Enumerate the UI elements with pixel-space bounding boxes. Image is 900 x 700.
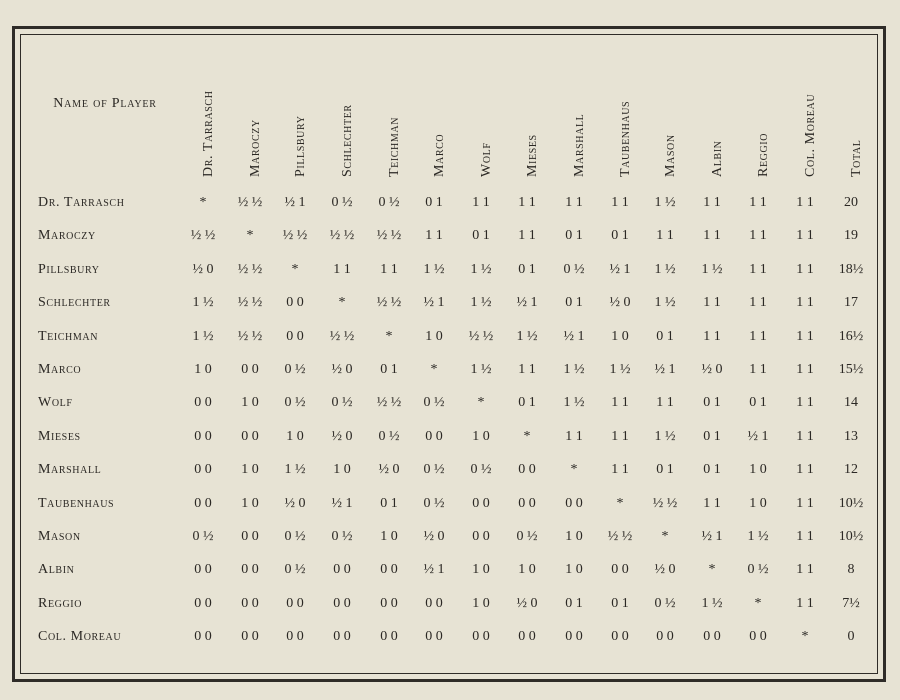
score-cell: 1 1 xyxy=(703,495,721,511)
column-header-label: Taubenhaus xyxy=(618,100,633,177)
column-header xyxy=(609,70,631,185)
score-cell: 1 1 xyxy=(796,395,814,411)
total-cell: 20 xyxy=(844,195,858,210)
score-cell: 1 ½ xyxy=(654,261,676,277)
score-cell: 1 ½ xyxy=(470,295,492,311)
score-cell: 1 0 xyxy=(286,428,304,444)
score-cell: 0 0 xyxy=(241,529,259,544)
score-cell: 1 1 xyxy=(796,195,814,210)
score-cell: ½ ½ xyxy=(376,295,402,311)
score-cell: 1 1 xyxy=(472,195,490,210)
score-cell: ½ 0 xyxy=(331,362,353,377)
score-cell: 0 0 xyxy=(241,595,259,611)
score-cell: 0 ½ xyxy=(284,395,306,411)
score-cell: 0 ½ xyxy=(284,362,306,377)
score-cell: 1 1 xyxy=(611,428,629,444)
score-cell: 1 1 xyxy=(796,462,814,478)
score-cell: * xyxy=(385,328,393,344)
score-cell: 1 ½ xyxy=(470,362,492,377)
score-cell: * xyxy=(430,362,438,377)
score-cell: ½ 0 xyxy=(192,261,214,277)
score-cell: 1 0 xyxy=(241,495,259,511)
total-cell: 0 xyxy=(847,629,855,645)
score-cell: 0 1 xyxy=(656,328,674,344)
score-cell: 0 0 xyxy=(286,295,304,311)
column-header xyxy=(654,70,676,185)
total-cell: 17 xyxy=(844,295,858,311)
score-cell: 0 ½ xyxy=(284,562,306,578)
score-cell: 1 1 xyxy=(425,228,443,244)
score-cell: 1 1 xyxy=(656,228,674,244)
score-cell: 1 1 xyxy=(611,462,629,478)
score-cell: 0 0 xyxy=(286,328,304,344)
score-cell: 1 1 xyxy=(333,261,351,277)
score-cell: 1 1 xyxy=(518,195,536,210)
column-header-label: Mieses xyxy=(525,134,540,177)
score-cell: 1 1 xyxy=(380,261,398,277)
score-cell: 1 ½ xyxy=(470,261,492,277)
score-cell: 1 ½ xyxy=(654,195,676,210)
score-cell: ½ ½ xyxy=(237,328,263,344)
score-cell: ½ ½ xyxy=(237,261,263,277)
column-header-label: Teichman xyxy=(387,116,402,177)
score-cell: ½ ½ xyxy=(607,529,633,544)
score-cell: ½ 0 xyxy=(423,529,445,544)
score-cell: ½ 1 xyxy=(609,261,631,277)
player-name: Dr. Tarrasch xyxy=(38,195,125,210)
column-header xyxy=(423,70,445,185)
score-cell: 0 1 xyxy=(425,195,443,210)
column-header xyxy=(701,70,723,185)
score-cell: 1 ½ xyxy=(192,295,214,311)
score-cell: ½ 1 xyxy=(284,195,306,210)
score-cell: ½ ½ xyxy=(329,228,355,244)
player-name: Reggio xyxy=(38,595,83,611)
total-cell: 8 xyxy=(847,562,855,578)
score-cell: 0 0 xyxy=(518,462,536,478)
player-name: Mieses xyxy=(38,428,81,444)
score-cell: 1 1 xyxy=(749,362,767,377)
score-cell: 0 0 xyxy=(286,595,304,611)
score-cell: 0 ½ xyxy=(654,595,676,611)
score-cell: 0 0 xyxy=(241,629,259,645)
column-header-label: Marshall xyxy=(572,113,587,177)
column-header-label: Mason xyxy=(663,134,678,177)
score-cell: 0 0 xyxy=(194,595,212,611)
total-cell: 13 xyxy=(844,428,858,444)
score-cell: ½ 1 xyxy=(654,362,676,377)
score-cell: ½ 0 xyxy=(516,595,538,611)
column-header xyxy=(563,70,585,185)
player-name: Pillsbury xyxy=(38,261,100,277)
column-header-label: Reggio xyxy=(756,132,771,177)
score-cell: 0 ½ xyxy=(747,562,769,578)
column-header xyxy=(192,70,214,185)
score-cell: 1 1 xyxy=(703,328,721,344)
score-cell: ½ 0 xyxy=(654,562,676,578)
score-cell: 0 ½ xyxy=(192,529,214,544)
score-cell: 1 1 xyxy=(796,428,814,444)
score-cell: 0 1 xyxy=(656,462,674,478)
score-cell: * xyxy=(661,529,669,544)
score-cell: 0 1 xyxy=(611,228,629,244)
score-cell: 1 1 xyxy=(796,261,814,277)
column-header xyxy=(747,70,769,185)
score-cell: 1 0 xyxy=(611,328,629,344)
score-cell: 0 0 xyxy=(194,462,212,478)
score-cell: * xyxy=(246,228,254,244)
player-name: Col. Moreau xyxy=(38,629,122,645)
column-header xyxy=(516,70,538,185)
column-header xyxy=(378,70,400,185)
score-cell: 1 1 xyxy=(749,195,767,210)
score-cell: * xyxy=(291,261,299,277)
score-cell: 0 0 xyxy=(749,629,767,645)
score-cell: 0 1 xyxy=(611,595,629,611)
score-cell: 0 0 xyxy=(241,362,259,377)
score-cell: ½ ½ xyxy=(237,195,263,210)
score-cell: 1 1 xyxy=(796,495,814,511)
column-header xyxy=(840,70,862,185)
score-cell: * xyxy=(338,295,346,311)
score-cell: 0 ½ xyxy=(423,495,445,511)
score-cell: 0 1 xyxy=(703,428,721,444)
score-cell: 1 1 xyxy=(749,328,767,344)
score-cell: 1 1 xyxy=(565,195,583,210)
score-cell: 0 1 xyxy=(472,228,490,244)
score-cell: 1 1 xyxy=(796,328,814,344)
total-cell: 10½ xyxy=(838,529,864,544)
column-header-label: Schlechter xyxy=(340,104,355,177)
score-cell: 1 0 xyxy=(749,495,767,511)
score-cell: 0 ½ xyxy=(331,195,353,210)
player-name: Albin xyxy=(38,562,75,578)
score-cell: 0 1 xyxy=(565,295,583,311)
score-cell: ½ ½ xyxy=(190,228,216,244)
score-cell: 1 1 xyxy=(796,562,814,578)
score-cell: 1 ½ xyxy=(654,295,676,311)
score-cell: 1 0 xyxy=(241,395,259,411)
player-name: Marshall xyxy=(38,462,102,478)
score-cell: 1 0 xyxy=(518,562,536,578)
score-cell: 1 1 xyxy=(565,428,583,444)
score-cell: 1 1 xyxy=(749,261,767,277)
score-cell: 0 0 xyxy=(611,629,629,645)
score-cell: 1 0 xyxy=(380,529,398,544)
score-cell: 1 1 xyxy=(796,295,814,311)
score-cell: 1 0 xyxy=(472,562,490,578)
score-cell: 1 1 xyxy=(796,595,814,611)
score-cell: 1 0 xyxy=(565,529,583,544)
score-cell: 0 1 xyxy=(518,261,536,277)
total-cell: 16½ xyxy=(838,328,864,344)
score-cell: 1 1 xyxy=(611,195,629,210)
score-cell: 0 0 xyxy=(380,629,398,645)
score-cell: 0 0 xyxy=(380,562,398,578)
total-cell: 15½ xyxy=(838,362,864,377)
player-name: Teichman xyxy=(38,328,99,344)
score-cell: 0 0 xyxy=(241,562,259,578)
score-cell: ½ 1 xyxy=(701,529,723,544)
column-header xyxy=(794,70,816,185)
score-cell: 0 0 xyxy=(194,562,212,578)
score-cell: 0 0 xyxy=(472,629,490,645)
score-cell: 0 ½ xyxy=(516,529,538,544)
score-cell: 1 1 xyxy=(796,529,814,544)
score-cell: 1 ½ xyxy=(423,261,445,277)
score-cell: * xyxy=(477,395,485,411)
total-cell: 10½ xyxy=(838,495,864,511)
score-cell: 1 ½ xyxy=(563,395,585,411)
column-header xyxy=(239,70,261,185)
name-of-player-header: Name of Player xyxy=(53,96,157,111)
score-cell: 0 0 xyxy=(656,629,674,645)
score-cell: ½ 1 xyxy=(747,428,769,444)
score-cell: * xyxy=(754,595,762,611)
score-cell: 0 1 xyxy=(518,395,536,411)
player-name: Wolf xyxy=(38,395,73,411)
score-cell: 1 ½ xyxy=(701,595,723,611)
score-cell: 0 0 xyxy=(194,395,212,411)
score-cell: 0 0 xyxy=(703,629,721,645)
score-cell: 0 0 xyxy=(333,595,351,611)
score-cell: 0 0 xyxy=(472,495,490,511)
score-cell: 0 1 xyxy=(380,362,398,377)
score-cell: 0 ½ xyxy=(563,261,585,277)
score-cell: 0 1 xyxy=(703,395,721,411)
score-cell: 1 0 xyxy=(333,462,351,478)
score-cell: 0 ½ xyxy=(470,462,492,478)
score-cell: * xyxy=(801,629,809,645)
column-header-label: Wolf xyxy=(479,142,494,177)
score-cell: 1 1 xyxy=(749,295,767,311)
score-cell: * xyxy=(570,462,578,478)
score-cell: 0 0 xyxy=(333,629,351,645)
score-cell: * xyxy=(523,428,531,444)
score-cell: 1 1 xyxy=(611,395,629,411)
score-cell: ½ 0 xyxy=(701,362,723,377)
column-header-label: Maroczy xyxy=(248,119,263,177)
column-header xyxy=(470,70,492,185)
score-cell: 1 ½ xyxy=(609,362,631,377)
score-cell: 0 0 xyxy=(518,495,536,511)
score-cell: 0 1 xyxy=(749,395,767,411)
score-cell: 1 ½ xyxy=(192,328,214,344)
column-header-label: Albin xyxy=(710,140,725,177)
score-cell: 1 1 xyxy=(703,195,721,210)
column-header xyxy=(331,70,353,185)
column-header-label: Marco xyxy=(432,133,447,177)
player-name: Marco xyxy=(38,362,82,377)
score-cell: 0 0 xyxy=(425,629,443,645)
score-cell: 0 1 xyxy=(380,495,398,511)
total-cell: 12 xyxy=(844,462,858,478)
score-cell: * xyxy=(616,495,624,511)
score-cell: ½ ½ xyxy=(237,295,263,311)
score-cell: 0 0 xyxy=(194,428,212,444)
score-cell: ½ ½ xyxy=(282,228,308,244)
score-cell: 0 ½ xyxy=(331,395,353,411)
score-cell: 0 0 xyxy=(565,629,583,645)
score-cell: 1 1 xyxy=(518,362,536,377)
score-cell: 0 0 xyxy=(194,629,212,645)
score-cell: 0 0 xyxy=(518,629,536,645)
column-header-label: Col. Moreau xyxy=(803,93,818,177)
score-cell: 1 1 xyxy=(703,295,721,311)
score-cell: 1 ½ xyxy=(516,328,538,344)
score-cell: 0 0 xyxy=(380,595,398,611)
score-cell: 1 1 xyxy=(703,228,721,244)
score-cell: ½ 0 xyxy=(284,495,306,511)
score-cell: ½ 1 xyxy=(331,495,353,511)
score-cell: ½ 0 xyxy=(609,295,631,311)
column-header-label: Total xyxy=(849,139,864,177)
score-cell: 0 0 xyxy=(425,595,443,611)
total-cell: 7½ xyxy=(842,595,860,611)
score-cell: ½ 1 xyxy=(423,562,445,578)
score-cell: ½ 1 xyxy=(563,328,585,344)
total-cell: 14 xyxy=(844,395,858,411)
score-cell: ½ ½ xyxy=(652,495,678,511)
player-name: Maroczy xyxy=(38,228,96,244)
score-cell: 0 0 xyxy=(241,428,259,444)
score-cell: 0 0 xyxy=(286,629,304,645)
player-name: Schlechter xyxy=(38,295,111,311)
score-cell: ½ 0 xyxy=(378,462,400,478)
score-cell: 1 1 xyxy=(518,228,536,244)
score-cell: ½ ½ xyxy=(329,328,355,344)
score-cell: 1 ½ xyxy=(747,529,769,544)
score-cell: 0 ½ xyxy=(423,462,445,478)
score-cell: 1 1 xyxy=(796,228,814,244)
total-cell: 18½ xyxy=(838,261,864,277)
score-cell: 1 ½ xyxy=(701,261,723,277)
score-cell: 1 0 xyxy=(472,595,490,611)
score-cell: 1 0 xyxy=(749,462,767,478)
score-cell: 0 ½ xyxy=(378,195,400,210)
score-cell: 0 1 xyxy=(565,595,583,611)
score-cell: * xyxy=(708,562,716,578)
score-cell: 0 0 xyxy=(333,562,351,578)
score-cell: 0 ½ xyxy=(378,428,400,444)
score-cell: 0 1 xyxy=(703,462,721,478)
score-cell: ½ 1 xyxy=(423,295,445,311)
player-name: Taubenhaus xyxy=(38,495,115,511)
column-header xyxy=(284,70,306,185)
score-cell: 1 0 xyxy=(425,328,443,344)
score-cell: 0 ½ xyxy=(284,529,306,544)
score-cell: 0 0 xyxy=(425,428,443,444)
score-cell: 0 ½ xyxy=(331,529,353,544)
score-cell: 1 1 xyxy=(656,395,674,411)
score-cell: 0 ½ xyxy=(423,395,445,411)
score-cell: 1 0 xyxy=(241,462,259,478)
column-header-label: Pillsbury xyxy=(293,115,308,177)
column-header-label: Dr. Tarrasch xyxy=(201,90,216,177)
score-cell: 0 0 xyxy=(611,562,629,578)
score-cell: ½ 1 xyxy=(516,295,538,311)
score-cell: 0 0 xyxy=(194,495,212,511)
score-cell: 1 ½ xyxy=(654,428,676,444)
score-cell: * xyxy=(199,195,207,210)
score-cell: 0 1 xyxy=(565,228,583,244)
score-cell: 1 0 xyxy=(565,562,583,578)
score-cell: ½ ½ xyxy=(468,328,494,344)
player-name: Mason xyxy=(38,529,81,544)
score-cell: 0 0 xyxy=(565,495,583,511)
score-cell: 1 0 xyxy=(472,428,490,444)
score-cell: 1 ½ xyxy=(563,362,585,377)
score-cell: 1 1 xyxy=(749,228,767,244)
score-cell: ½ 0 xyxy=(331,428,353,444)
score-cell: ½ ½ xyxy=(376,228,402,244)
score-cell: 0 0 xyxy=(472,529,490,544)
total-cell: 19 xyxy=(844,228,858,244)
score-cell: 1 0 xyxy=(194,362,212,377)
score-cell: 1 1 xyxy=(796,362,814,377)
score-cell: ½ ½ xyxy=(376,395,402,411)
score-cell: 1 ½ xyxy=(284,462,306,478)
